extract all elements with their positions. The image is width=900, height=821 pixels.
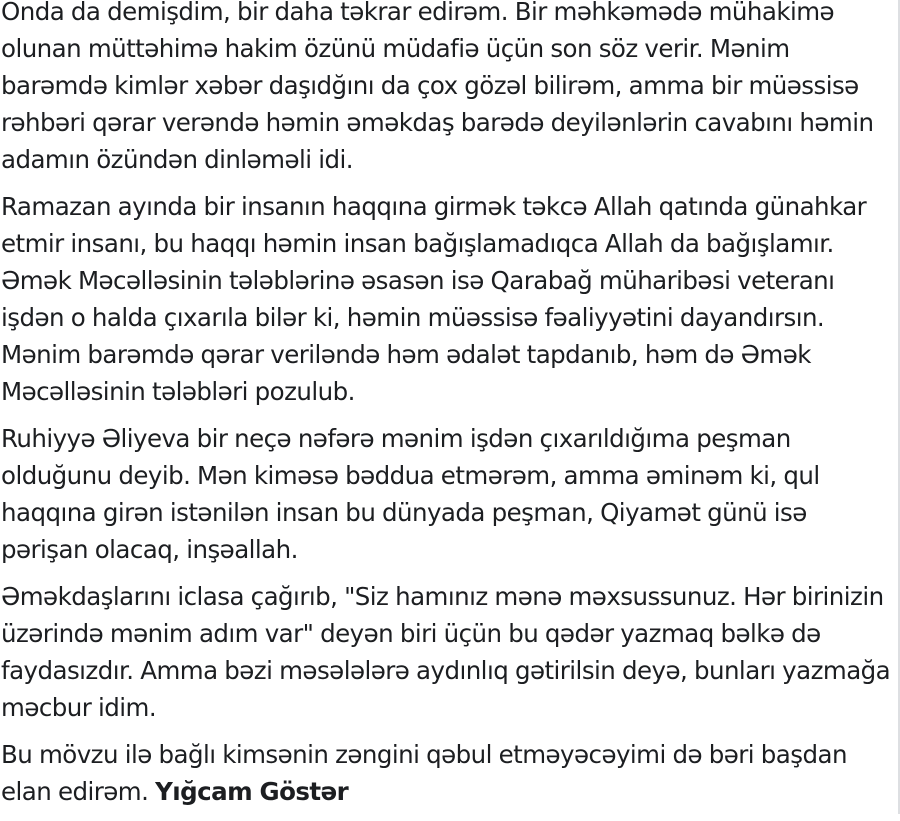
- post-paragraph-2: Ramazan ayında bir insanın haqqına girmək təkcə Allah qatında günahkar etmir insanı, bu haqqı həmin insan bağışlamadıqca Allah da bağışlamır. Əmək Məcəlləsinin tələblərinə əsasən isə Qarabağ müharibəsi veteranı işdən o halda çıxarıla bilər ki, həmin müəssisə fəaliyyətini dayandırsın. Mənim barəmdə qərar veriləndə həm ədalət tapdanıb, həm də Əmək Məcəlləsinin tələbləri pozulub.: [1, 192, 867, 406]
- post-paragraph-5: [1, 736, 893, 810]
- post-paragraph-4: Əməkdaşlarını iclasa çağırıb, "Siz hamınız mənə məxsussunuz. Hər birinizin üzərində mənim adım var" deyən biri üçün bu qədər yazmaq bəlkə də faydasızdır. Amma bəzi məsələlərə aydınlıq gətirilsin deyə, bunları yazmağa məcbur idim.: [1, 582, 891, 722]
- see-less-link[interactable]: Yığcam Göstər: [155, 777, 349, 806]
- post-paragraph-3: Ruhiyyə Əliyeva bir neçə nəfərə mənim işdən çıxarıldığıma peşman olduğunu deyib. Mən kiməsə bəddua etmərəm, amma əminəm ki, qul haqqına girən istənilən insan bu dünyada peşman, Qiyamət günü isə pərişan olacaq, inşəallah.: [1, 424, 820, 564]
- post-paragraph-1: Onda da demişdim, bir daha təkrar edirəm. Bir məhkəmədə mühakimə olunan müttəhimə hakim özünü müdafiə üçün son söz verir. Mənim barəmdə kimlər xəbər daşıdğını da çox gözəl bilirəm, amma bir müəssisə rəhbəri qərar verəndə həmin əməkdaş barədə deyilənlərin cavabını həmin adamın özündən dinləməli idi.: [1, 0, 874, 174]
- post-paragraph-5-text: Bu mövzu ilə bağlı kimsənin zəngini qəbul etməyəcəyimi də bəri başdan elan edirəm.: [1, 740, 847, 806]
